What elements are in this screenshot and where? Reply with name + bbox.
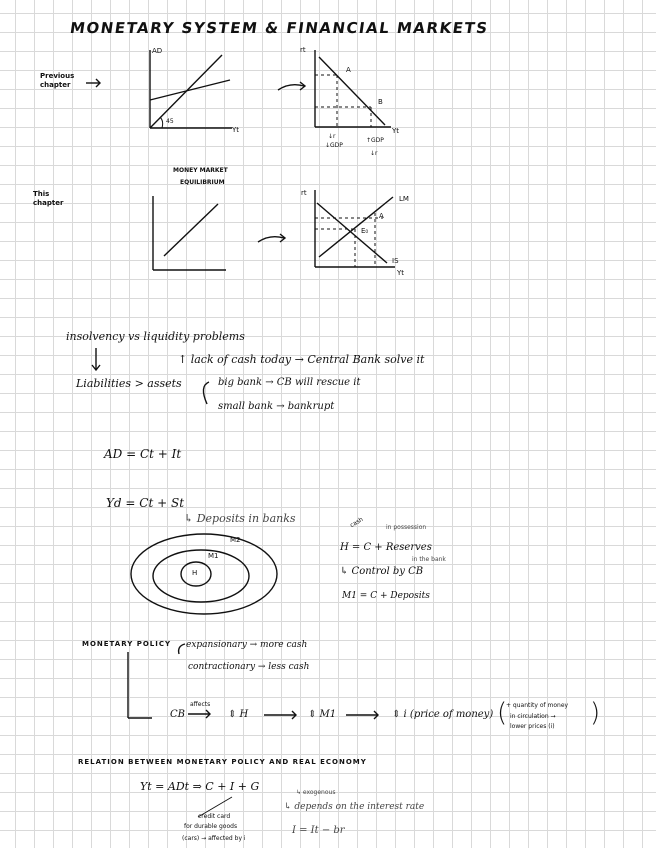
graph1-ad-line bbox=[150, 80, 230, 100]
ad-45-graph bbox=[140, 45, 240, 135]
is-lm-graph bbox=[305, 185, 405, 275]
graph4-y-label: rt bbox=[301, 189, 307, 197]
relation-equation: Yt = ADt ⇒ C + I + G bbox=[140, 780, 260, 793]
paren-right: ) bbox=[590, 698, 601, 728]
graph4-lm-label: LM bbox=[399, 195, 409, 203]
m1-ellipse bbox=[153, 550, 249, 602]
graph4-lm-line bbox=[319, 197, 393, 257]
graph1-angle-label: 45 bbox=[166, 118, 174, 125]
graph1-x-label: Yt bbox=[232, 126, 240, 134]
graph2-y-label: rt bbox=[300, 46, 306, 54]
big-bank-note: big bank → CB will rescue it bbox=[218, 377, 361, 388]
in-bank-note: in the bank bbox=[412, 556, 446, 563]
h-label: H bbox=[192, 569, 198, 577]
graph2-x2-label: ↑GDP bbox=[366, 137, 384, 144]
depends-note: ↳ depends on the interest rate bbox=[284, 802, 425, 812]
graph2-x2b-label: ↓r bbox=[370, 150, 378, 157]
interest-rate-change: ⇕ i (price of money) bbox=[392, 709, 494, 720]
graph-transition-arrow-2 bbox=[256, 230, 290, 246]
credit-note-3: (cars) → affected by i bbox=[182, 835, 246, 842]
graph4-is-line bbox=[317, 203, 387, 263]
money-market-title: MONEY MARKET bbox=[173, 167, 228, 174]
graph3-money-line bbox=[164, 204, 218, 256]
graph4-point-a: A bbox=[379, 212, 384, 220]
relation-title: RELATION BETWEEN MONETARY POLICY AND REAL ECONOMY bbox=[78, 758, 367, 766]
contractionary-note: contractionary → less cash bbox=[188, 662, 310, 672]
insolvency-note: Liabilities > assets bbox=[76, 377, 182, 390]
problems-heading: insolvency vs liquidity problems bbox=[66, 330, 245, 343]
cb-arrow bbox=[186, 706, 216, 716]
liquidity-note: ↑ lack of cash today → Central Bank solve it bbox=[178, 353, 425, 366]
graph2-point-a: A bbox=[346, 66, 351, 74]
credit-arrow bbox=[170, 795, 240, 825]
deposits-note: ↳ Deposits in banks bbox=[184, 512, 296, 525]
page-title: MONETARY SYSTEM & FINANCIAL MARKETS bbox=[68, 19, 490, 37]
money-market-subtitle: EQUILIBRIUM bbox=[180, 179, 225, 186]
m1-definition: M1 = C + Deposits bbox=[342, 591, 430, 601]
graph1-y-label: AD bbox=[152, 47, 163, 55]
yd-equation: Yd = Ct + St bbox=[106, 496, 185, 510]
credit-note-2: for durable goods bbox=[184, 823, 238, 830]
money-market-graph bbox=[146, 190, 236, 275]
exogenous-note: ↳ exogenous bbox=[296, 789, 336, 796]
money-aggregates-diagram bbox=[128, 528, 288, 618]
cb-label: CB bbox=[170, 709, 185, 720]
h-change: ⇕ H bbox=[228, 709, 249, 720]
paren-note-1: + quantity of money bbox=[506, 702, 569, 709]
cash-note: cash bbox=[348, 516, 365, 530]
insolvency-branch bbox=[195, 378, 215, 408]
investment-equation: I = It − br bbox=[292, 825, 345, 836]
policy-arrow bbox=[122, 650, 162, 720]
this-chapter-label: This chapter bbox=[33, 190, 64, 207]
graph2-point-b: B bbox=[378, 98, 383, 106]
ad-equation: AD = Ct + It bbox=[104, 447, 182, 461]
graph2-x1b-label: ↓GDP bbox=[325, 142, 343, 149]
h-arrow bbox=[262, 710, 302, 720]
monetary-policy-title: MONETARY POLICY bbox=[82, 640, 172, 648]
paren-note-3: lower prices (i) bbox=[510, 723, 555, 730]
m1-arrow bbox=[344, 710, 384, 720]
in-possession-note: in possession bbox=[386, 524, 427, 531]
graph2-is-line bbox=[319, 57, 385, 125]
graph2-x-label: Yt bbox=[392, 127, 400, 135]
m1-change: ⇕ M1 bbox=[308, 709, 337, 720]
graph4-equilibrium-label: E₀ bbox=[361, 227, 369, 235]
h-definition: H = C + Reserves bbox=[340, 542, 432, 553]
control-note: ↳ Control by CB bbox=[340, 566, 424, 577]
previous-arrow bbox=[84, 76, 104, 88]
problems-down-arrow bbox=[90, 346, 102, 376]
m2-label: M2 bbox=[230, 536, 241, 544]
is-curve-graph bbox=[305, 45, 400, 140]
credit-note-1: credit card bbox=[198, 813, 231, 820]
paren-note-2: in circulation → bbox=[510, 713, 556, 720]
small-bank-note: small bank → bankrupt bbox=[218, 401, 335, 412]
expansionary-note: expansionary → more cash bbox=[186, 640, 308, 650]
previous-chapter-label: Previous chapter bbox=[40, 72, 75, 89]
m1-label: M1 bbox=[208, 552, 219, 560]
graph4-is-label: IS bbox=[392, 257, 399, 265]
affects-note: affects bbox=[190, 701, 211, 708]
graph2-x1-label: ↓r bbox=[328, 133, 336, 140]
paren-left: ( bbox=[497, 698, 508, 728]
graph4-x-label: Yt bbox=[397, 269, 405, 277]
